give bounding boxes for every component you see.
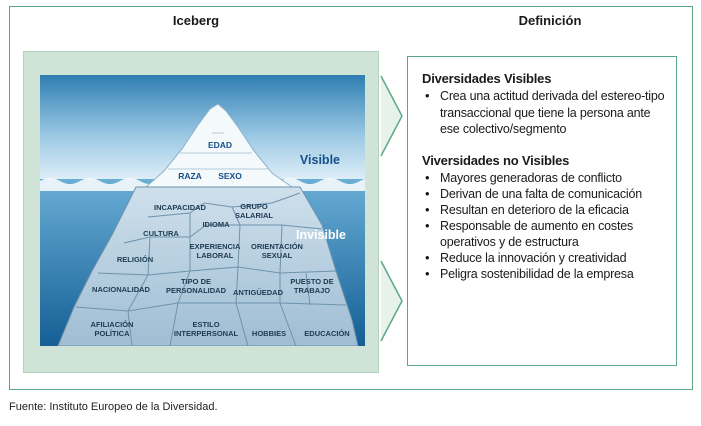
invisible-bullet: • Derivan de una falta de comunicación: [422, 186, 676, 202]
label-afiliacion-1: AFILIACIÓN: [90, 320, 134, 329]
iceberg-header: Iceberg: [172, 13, 220, 28]
arrow-invisible-icon: [380, 260, 404, 342]
iceberg-panel: [23, 51, 379, 373]
label-incapacidad: INCAPACIDAD: [154, 203, 206, 212]
iceberg-illustration: [40, 75, 365, 346]
invisible-label: Invisible: [295, 228, 346, 242]
visible-bullet: • Crea una actitud derivada del estereo-tipo transaccional que tiene la persona ante ese colectivo/segmento: [422, 88, 676, 138]
label-tipo-personalidad-1: TIPO DE: [180, 277, 212, 286]
label-grupo-salarial-1: GRUPO: [240, 202, 268, 211]
label-puesto-2: TRABAJO: [293, 286, 331, 295]
label-orientacion-2: SEXUAL: [261, 251, 293, 260]
label-puesto-1: PUESTO DE: [290, 277, 334, 286]
label-nacionalidad: NACIONALIDAD: [92, 285, 150, 294]
invisible-bullet: • Reduce la innovación y creatividad: [422, 250, 676, 266]
label-idioma: IDIOMA: [202, 220, 230, 229]
definition-header: Definición: [518, 13, 582, 28]
label-educacion: EDUCACIÓN: [304, 329, 350, 338]
label-estilo-2: INTERPERSONAL: [173, 329, 239, 338]
label-raza: RAZA: [178, 171, 202, 181]
label-experiencia-1: EXPERIENCIA: [189, 242, 241, 251]
label-edad: EDAD: [207, 140, 233, 150]
visible-label: Visible: [299, 153, 340, 167]
arrow-visible-icon: [380, 75, 404, 157]
label-antiguedad: ANTIGÜEDAD: [233, 288, 283, 297]
label-orientacion-1: ORIENTACIÓN: [251, 242, 303, 251]
label-cultura: CULTURA: [143, 229, 179, 238]
source-note: Fuente: Instituto Europeo de la Diversidad.: [9, 401, 218, 413]
figure-frame: [9, 6, 693, 390]
invisible-bullet: • Peligra sostenibilidad de la empresa: [422, 266, 676, 282]
invisible-bullet-list: [422, 170, 676, 282]
visible-bullet-list: [422, 88, 676, 138]
invisible-bullet: • Responsable de aumento en costes operativos y de estructura: [422, 218, 676, 250]
label-grupo-salarial-2: SALARIAL: [235, 211, 273, 220]
label-religion: RELIGIÓN: [116, 255, 154, 264]
label-tipo-personalidad-2: PERSONALIDAD: [165, 286, 227, 295]
label-sexo: SEXO: [218, 171, 242, 181]
label-experiencia-2: LABORAL: [196, 251, 234, 260]
visible-section-title: Diversidades Visibles: [422, 71, 552, 86]
label-estilo-1: ESTILO: [192, 320, 220, 329]
invisible-section-title: Viversidades no Visibles: [422, 152, 570, 168]
invisible-bullet: • Mayores generadoras de conflicto: [422, 170, 676, 186]
label-hobbies: HOBBIES: [251, 329, 287, 338]
label-afiliacion-2: POLÍTICA: [94, 329, 130, 338]
invisible-bullet: • Resultan en deterioro de la eficacia: [422, 202, 676, 218]
definition-box: [407, 56, 677, 366]
